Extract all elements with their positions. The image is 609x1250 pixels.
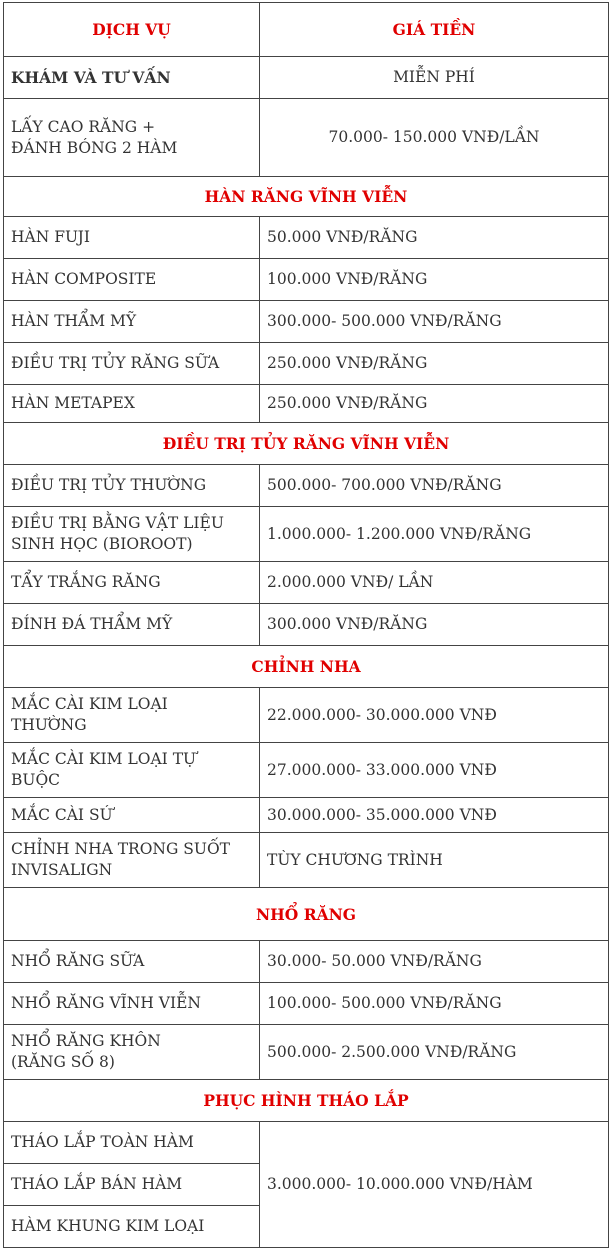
service-name: HÀN METAPEX (4, 385, 260, 423)
section-header-row (4, 423, 609, 465)
service-price: 250.000 VNĐ/RĂNG (260, 343, 609, 385)
section-title: ĐIỀU TRỊ TỦY RĂNG VĨNH VIỄN (4, 423, 609, 465)
price-column-header: GIÁ TIỀN (260, 3, 609, 57)
service-name: NHỔ RĂNG KHÔN (RĂNG SỐ 8) (4, 1025, 260, 1080)
service-price: 500.000- 700.000 VNĐ/RĂNG (260, 465, 609, 507)
table-header-row (4, 3, 609, 57)
service-name: MẮC CÀI SỨ (4, 798, 260, 833)
service-price: 30.000.000- 35.000.000 VNĐ (260, 798, 609, 833)
service-price: 300.000- 500.000 VNĐ/RĂNG (260, 301, 609, 343)
table-row (4, 604, 609, 646)
service-name: TẨY TRẮNG RĂNG (4, 562, 260, 604)
table-row (4, 99, 609, 177)
price-table (3, 2, 609, 1248)
section-title: HÀN RĂNG VĨNH VIỄN (4, 177, 609, 217)
service-price: 500.000- 2.500.000 VNĐ/RĂNG (260, 1025, 609, 1080)
service-name: HÀM KHUNG KIM LOẠI (4, 1206, 260, 1248)
table-row (4, 343, 609, 385)
service-name: ĐÍNH ĐÁ THẨM MỸ (4, 604, 260, 646)
service-price: 70.000- 150.000 VNĐ/LẦN (260, 99, 609, 177)
service-name: ĐIỀU TRỊ BẰNG VẬT LIỆU SINH HỌC (BIOROOT) (4, 507, 260, 562)
service-price: 100.000 VNĐ/RĂNG (260, 259, 609, 301)
section-title: NHỔ RĂNG (4, 888, 609, 941)
section-title: PHỤC HÌNH THÁO LẮP (4, 1080, 609, 1122)
service-price: 2.000.000 VNĐ/ LẦN (260, 562, 609, 604)
service-name: ĐIỀU TRỊ TỦY RĂNG SỮA (4, 343, 260, 385)
service-column-header: DỊCH VỤ (4, 3, 260, 57)
service-price: 1.000.000- 1.200.000 VNĐ/RĂNG (260, 507, 609, 562)
service-name: LẤY CAO RĂNG + ĐÁNH BÓNG 2 HÀM (4, 99, 260, 177)
service-price: 250.000 VNĐ/RĂNG (260, 385, 609, 423)
service-name: MẮC CÀI KIM LOẠI THƯỜNG (4, 688, 260, 743)
shared-price: 3.000.000- 10.000.000 VNĐ/HÀM (260, 1122, 609, 1248)
section-header-row (4, 888, 609, 941)
service-name: CHỈNH NHA TRONG SUỐT INVISALIGN (4, 833, 260, 888)
table-row (4, 385, 609, 423)
table-row (4, 941, 609, 983)
service-price: 27.000.000- 33.000.000 VNĐ (260, 743, 609, 798)
service-name: ĐIỀU TRỊ TỦY THƯỜNG (4, 465, 260, 507)
table-row (4, 57, 609, 99)
table-row (4, 217, 609, 259)
table-row (4, 507, 609, 562)
service-name: HÀN THẨM MỸ (4, 301, 260, 343)
table-row (4, 1122, 609, 1164)
table-row (4, 465, 609, 507)
service-name: NHỔ RĂNG VĨNH VIỄN (4, 983, 260, 1025)
section-title: CHỈNH NHA (4, 646, 609, 688)
table-row (4, 983, 609, 1025)
table-row (4, 562, 609, 604)
service-name: MẮC CÀI KIM LOẠI TỰ BUỘC (4, 743, 260, 798)
section-header-row (4, 646, 609, 688)
service-price: 300.000 VNĐ/RĂNG (260, 604, 609, 646)
table-row (4, 798, 609, 833)
section-header-row (4, 1080, 609, 1122)
service-name: THÁO LẮP TOÀN HÀM (4, 1122, 260, 1164)
service-price: 22.000.000- 30.000.000 VNĐ (260, 688, 609, 743)
service-name: KHÁM VÀ TƯ VẤN (4, 57, 260, 99)
table-row (4, 688, 609, 743)
service-name: THÁO LẮP BÁN HÀM (4, 1164, 260, 1206)
service-price: TÙY CHƯƠNG TRÌNH (260, 833, 609, 888)
table-row (4, 301, 609, 343)
table-row (4, 1025, 609, 1080)
service-price: 50.000 VNĐ/RĂNG (260, 217, 609, 259)
service-name: HÀN FUJI (4, 217, 260, 259)
table-row (4, 259, 609, 301)
service-price: 100.000- 500.000 VNĐ/RĂNG (260, 983, 609, 1025)
service-name: HÀN COMPOSITE (4, 259, 260, 301)
service-price: 30.000- 50.000 VNĐ/RĂNG (260, 941, 609, 983)
table-row (4, 833, 609, 888)
service-price: MIỄN PHÍ (260, 57, 609, 99)
section-header-row (4, 177, 609, 217)
service-name: NHỔ RĂNG SỮA (4, 941, 260, 983)
table-row (4, 743, 609, 798)
